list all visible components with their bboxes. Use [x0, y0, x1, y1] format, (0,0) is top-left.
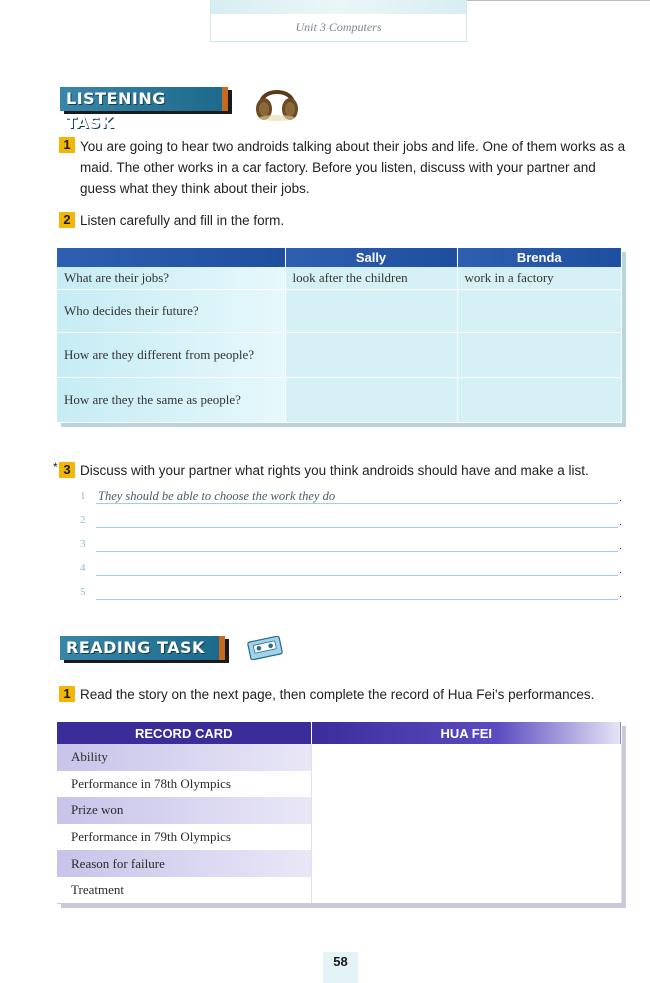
- line-period: .: [619, 516, 623, 528]
- listening-task3-text: Discuss with your partner what rights you think androids should have and make a list.: [80, 463, 589, 478]
- page-number: 58: [323, 952, 358, 983]
- listening-task-title: LISTENING TASK: [66, 89, 166, 132]
- table-row: [57, 267, 622, 289]
- question-cell: How are they different from people?: [57, 332, 285, 377]
- line-number: 2: [80, 514, 86, 526]
- sally-answer-cell[interactable]: [285, 332, 457, 377]
- brenda-answer-cell[interactable]: [457, 377, 622, 422]
- table-row: [57, 744, 622, 771]
- question-cell: What are their jobs?: [57, 267, 285, 289]
- line-number: 1: [80, 490, 86, 502]
- header-band: [210, 0, 467, 42]
- line-number: 3: [80, 538, 86, 550]
- sally-answer-cell[interactable]: [285, 377, 457, 422]
- answer-line[interactable]: [96, 503, 618, 504]
- optional-star: *: [53, 460, 58, 474]
- sally-answer-cell[interactable]: look after the children: [285, 267, 457, 289]
- brenda-answer-cell[interactable]: [457, 332, 622, 377]
- table-row: [57, 797, 622, 824]
- line-number: 5: [80, 586, 86, 598]
- record-answer-cell[interactable]: [311, 824, 622, 851]
- reading-task-title: READING TASK: [66, 638, 205, 657]
- headphones-icon: [253, 80, 301, 122]
- hua-fei-header: HUA FEI: [311, 722, 622, 744]
- table-row: [57, 771, 622, 798]
- table-row: [57, 377, 622, 422]
- task-number-badge: 2: [59, 212, 75, 228]
- table-row: [57, 850, 622, 877]
- answer-line[interactable]: [96, 599, 618, 600]
- record-label: Treatment: [57, 877, 311, 904]
- table-row: [57, 289, 622, 332]
- reading-task1-text: Read the story on the next page, then complete the record of Hua Fei's performances.: [80, 687, 595, 702]
- brenda-answer-cell[interactable]: [457, 289, 622, 332]
- table-row: [57, 332, 622, 377]
- table-header-row: [57, 248, 622, 267]
- header-rule: [467, 0, 650, 1]
- cassette-tape-icon: [247, 636, 283, 660]
- record-label: Ability: [57, 744, 311, 771]
- record-answer-cell[interactable]: [311, 771, 622, 798]
- record-answer-cell[interactable]: [311, 877, 622, 904]
- record-label: Prize won: [57, 797, 311, 824]
- line-period: .: [619, 564, 623, 576]
- record-answer-cell[interactable]: [311, 797, 622, 824]
- listening-form-table: [57, 248, 622, 423]
- table-row: [57, 824, 622, 851]
- record-card-table: [57, 722, 622, 904]
- listening-task-banner: [60, 87, 228, 132]
- record-label: Reason for failure: [57, 850, 311, 877]
- line-number: 4: [80, 562, 86, 574]
- table-header-sally: Sally: [285, 248, 457, 267]
- record-card-header: RECORD CARD: [57, 722, 311, 744]
- line-answer-text: They should be able to choose the work they do: [98, 489, 336, 503]
- listening-task1-text: You are going to hear two androids talking about their jobs and life. One of them works as a maid. The other works in a car factory. Before you listen, discuss with your partner and guess what they think about their jobs.: [80, 139, 626, 196]
- record-card-header-row: [57, 722, 622, 744]
- record-label: Performance in 78th Olympics: [57, 771, 311, 798]
- sally-answer-cell[interactable]: [285, 289, 457, 332]
- task-number-badge: 1: [59, 137, 75, 153]
- table-header-brenda: Brenda: [457, 248, 622, 267]
- header-wave-decoration: [211, 0, 466, 14]
- answer-line[interactable]: [96, 527, 618, 528]
- record-label: Performance in 79th Olympics: [57, 824, 311, 851]
- table-header-blank: [57, 248, 285, 267]
- reading-task-banner: [60, 636, 225, 660]
- record-answer-cell[interactable]: [311, 744, 622, 771]
- brenda-answer-cell[interactable]: work in a factory: [457, 267, 622, 289]
- task-number-badge: 1: [59, 686, 75, 702]
- question-cell: Who decides their future?: [57, 289, 285, 332]
- task-number-badge: 3: [59, 462, 75, 478]
- table-row: [57, 877, 622, 904]
- listening-task2-text: Listen carefully and fill in the form.: [80, 213, 285, 228]
- line-period: .: [619, 588, 623, 600]
- unit-title: Unit 3 Computers: [295, 20, 382, 34]
- answer-line[interactable]: [96, 551, 618, 552]
- question-cell: How are they the same as people?: [57, 377, 285, 422]
- line-period: .: [619, 492, 623, 504]
- record-answer-cell[interactable]: [311, 850, 622, 877]
- answer-line[interactable]: [96, 575, 618, 576]
- line-period: .: [619, 540, 623, 552]
